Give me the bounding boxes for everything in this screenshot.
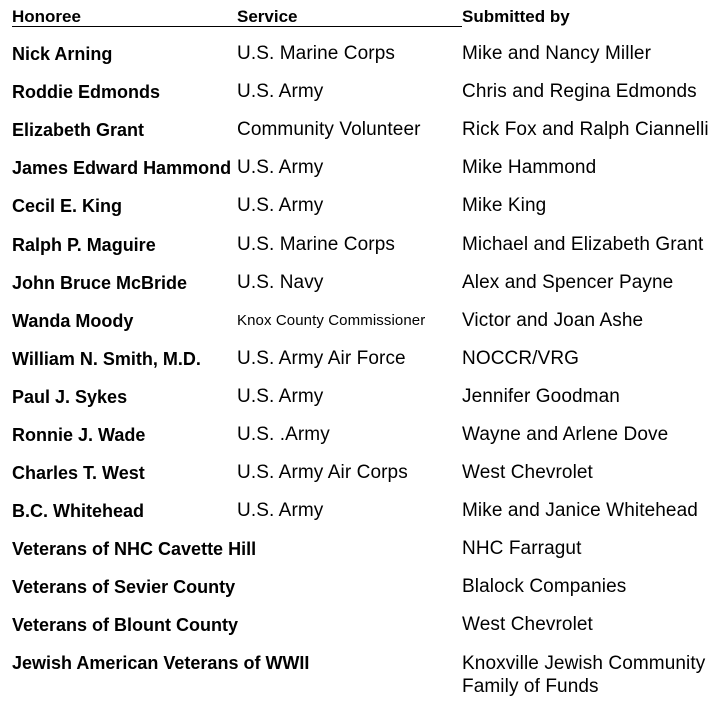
honoree-cell: B.C. Whitehead [12,501,145,522]
submitted-by-cell: West Chevrolet [462,462,593,484]
submitted-by-cell: Chris and Regina Edmonds [462,81,697,103]
table-row [12,264,718,302]
submitted-by-cell: Mike and Janice Whitehead [462,500,698,522]
submitted-by-cell: NHC Farragut [462,538,582,560]
submitted-by-cell: Victor and Joan Ashe [462,309,644,331]
service-cell: U.S. Army [237,500,324,522]
honoree-cell: Veterans of NHC Cavette Hill [12,539,257,560]
service-cell: U.S. Army Air Corps [237,462,408,484]
service-cell: Community Volunteer [237,119,421,141]
service-cell: U.S. Marine Corps [237,233,395,255]
honoree-cell: Veterans of Blount County [12,615,239,636]
table-row [12,187,718,225]
honoree-cell: Charles T. West [12,463,145,484]
table-row [12,416,718,454]
service-cell: U.S. Army [237,385,324,407]
submitted-by-cell: Wayne and Arlene Dove [462,423,669,445]
honoree-table [12,6,718,702]
table-row [12,73,718,111]
service-cell: Knox County Commissioner [237,311,426,329]
table-row [12,111,718,149]
table-row [12,35,718,73]
service-cell: U.S. Army Air Force [237,347,406,369]
submitted-by-cell: Mike Hammond [462,157,597,179]
submitted-by-cell: Jennifer Goodman [462,385,620,407]
table-row [12,340,718,378]
service-cell: U.S. Army [237,195,324,217]
submitted-by-cell: Rick Fox and Ralph Ciannelli [462,119,709,141]
table-row [12,492,718,530]
submitted-by-cell: Knoxville Jewish Community Family of Funds [462,652,706,697]
table-row [12,606,718,644]
honoree-cell: Wanda Moody [12,310,134,331]
submitted-by-cell: West Chevrolet [462,614,593,636]
service-cell: U.S. Navy [237,271,324,293]
honoree-cell: Cecil E. King [12,196,123,217]
honoree-cell: James Edward Hammond [12,158,232,179]
service-cell: U.S. Marine Corps [237,43,395,65]
table-header [12,6,718,27]
submitted-by-cell: Mike King [462,195,547,217]
table-body [12,35,718,702]
honoree-cell: William N. Smith, M.D. [12,348,201,369]
table-row [12,302,718,340]
honoree-cell: Ralph P. Maguire [12,234,156,255]
honoree-cell: Elizabeth Grant [12,120,145,141]
honoree-cell: Veterans of Sevier County [12,577,236,598]
submitted-by-cell: Michael and Elizabeth Grant [462,233,704,255]
honoree-cell: Jewish American Veterans of WWII [12,652,310,673]
honoree-cell: Roddie Edmonds [12,82,160,103]
service-cell: U.S. .Army [237,423,330,445]
table-row [12,530,718,568]
honoree-cell: Ronnie J. Wade [12,424,146,445]
service-cell: U.S. Army [237,81,324,103]
table-row [12,568,718,606]
table-row [12,454,718,492]
column-header-service: Service [237,6,462,27]
honoree-cell: Nick Arning [12,44,113,65]
submitted-by-cell: Mike and Nancy Miller [462,43,651,65]
service-cell: U.S. Army [237,157,324,179]
table-row [12,378,718,416]
submitted-by-cell: NOCCR/VRG [462,347,580,369]
submitted-by-cell: Blalock Companies [462,576,627,598]
honoree-cell: Paul J. Sykes [12,386,128,407]
honoree-cell: John Bruce McBride [12,272,188,293]
column-header-honoree: Honoree [12,6,237,27]
table-row [12,225,718,263]
submitted-by-cell: Alex and Spencer Payne [462,271,674,293]
table-row [12,149,718,187]
column-header-submitted-by: Submitted by [462,7,570,26]
table-row [12,645,718,702]
